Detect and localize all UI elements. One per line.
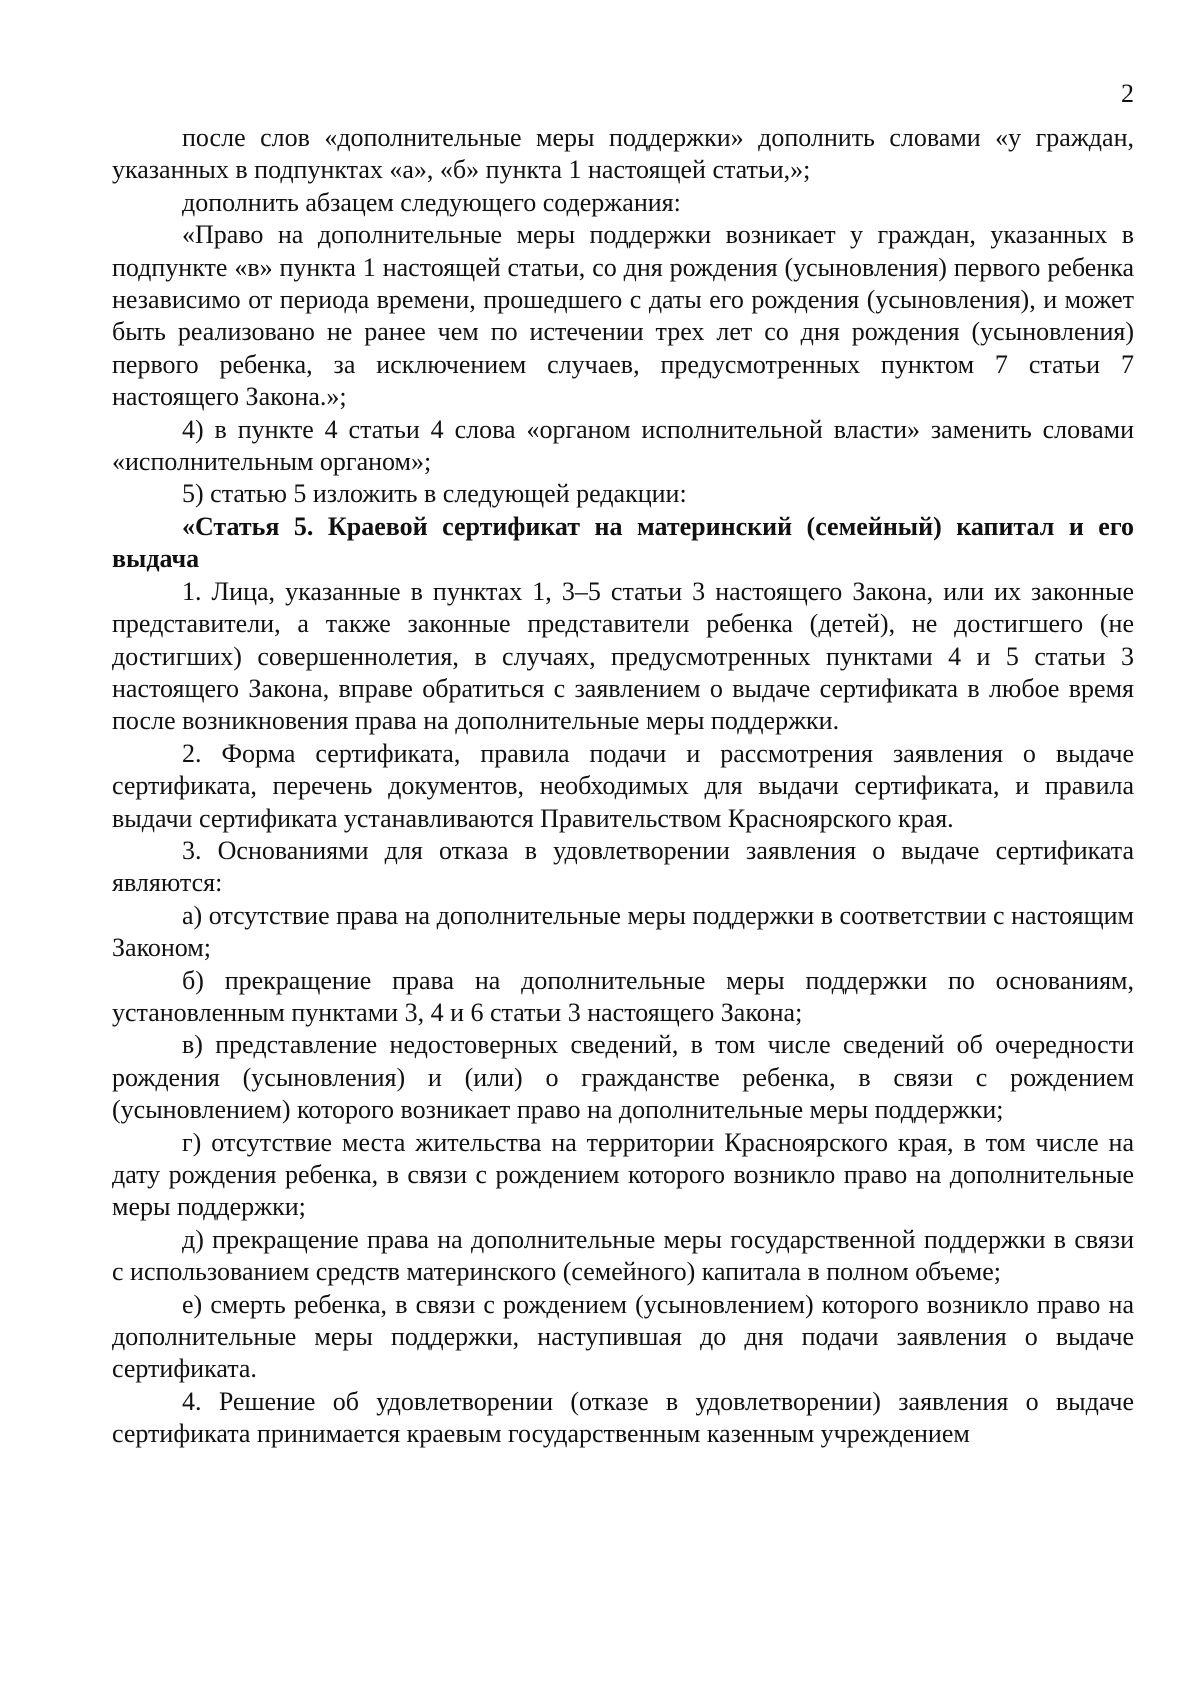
paragraph: после слов «дополнительные меры поддержки» дополнить словами «у граждан, указанных в подпунктах «а», «б» пункта 1 настоящей статьи,»; [112,123,1134,185]
paragraph: г) отсутствие места жительства на территории Красноярского края, в том числе на дату рождения ребенка, в связи с рождением которого возникло право на дополнительные меры поддержки; [112,1127,1134,1222]
paragraph: 4. Решение об удовлетворении (отказе в удовлетворении) заявления о выдаче сертификата принимается краевым государственным казенным учреждением [112,1386,1134,1449]
page-number: 2 [1121,79,1134,108]
article-heading: «Статья 5. Краевой сертификат на материнский (семейный) капитал и его выдача [112,511,1134,574]
paragraph: «Право на дополнительные меры поддержки возникает у граждан, указанных в подпункте «в» пункта 1 настоящей статьи, со дня рождения (усыновления) первого ребенка независимо от периода времени, прошедшего с даты его рождения (усыновления), и может быть реализовано не ранее чем по истечении трех лет со дня рождения (усыновления) первого ребенка, за исключением случаев, предусмотренных пунктом 7 статьи 7 настоящего Закона.»; [112,220,1134,412]
document-body [112,122,1134,1451]
paragraph: д) прекращение права на дополнительные меры государственной поддержки в связи с использованием средств материнского (семейного) капитала в полном объеме; [112,1224,1134,1287]
paragraph: б) прекращение права на дополнительные меры поддержки по основаниям, установленным пунктами 3, 4 и 6 статьи 3 настоящего Закона; [112,965,1134,1027]
paragraph: 1. Лица, указанные в пунктах 1, 3–5 статьи 3 настоящего Закона, или их законные представители, а также законные представители ребенка (детей), не достигшего (не достигших) совершеннолетия, в случаях, предусмотренных пунктами 4 и 5 статьи 3 настоящего Закона, вправе обратиться с заявлением о выдаче сертификата в любое время после возникновения права на дополнительные меры поддержки. [112,576,1134,736]
paragraph: 2. Форма сертификата, правила подачи и рассмотрения заявления о выдаче сертификата, перечень документов, необходимых для выдачи сертификата, и правила выдачи сертификата устанавливаются Правительством Красноярского края. [112,738,1134,833]
paragraph: 3. Основаниями для отказа в удовлетворении заявления о выдаче сертификата являются: [112,835,1134,898]
paragraph: 5) статью 5 изложить в следующей редакции: [182,479,687,509]
paragraph: 4) в пункте 4 статьи 4 слова «органом исполнительной власти» заменить словами «исполнительным органом»; [112,414,1134,477]
paragraph: е) смерть ребенка, в связи с рождением (усыновлением) которого возникло право на дополнительные меры поддержки, наступившая до дня подачи заявления о выдаче сертификата. [112,1289,1134,1384]
paragraph: а) отсутствие права на дополнительные меры поддержки в соответствии с настоящим Законом; [112,900,1134,963]
paragraph: в) представление недостоверных сведений, в том числе сведений об очередности рождения (усыновления) и (или) о гражданстве ребенка, в связи с рождением (усыновлением) которого возникает право на дополнительные меры поддержки; [112,1030,1134,1125]
paragraph: дополнить абзацем следующего содержания: [182,187,681,217]
